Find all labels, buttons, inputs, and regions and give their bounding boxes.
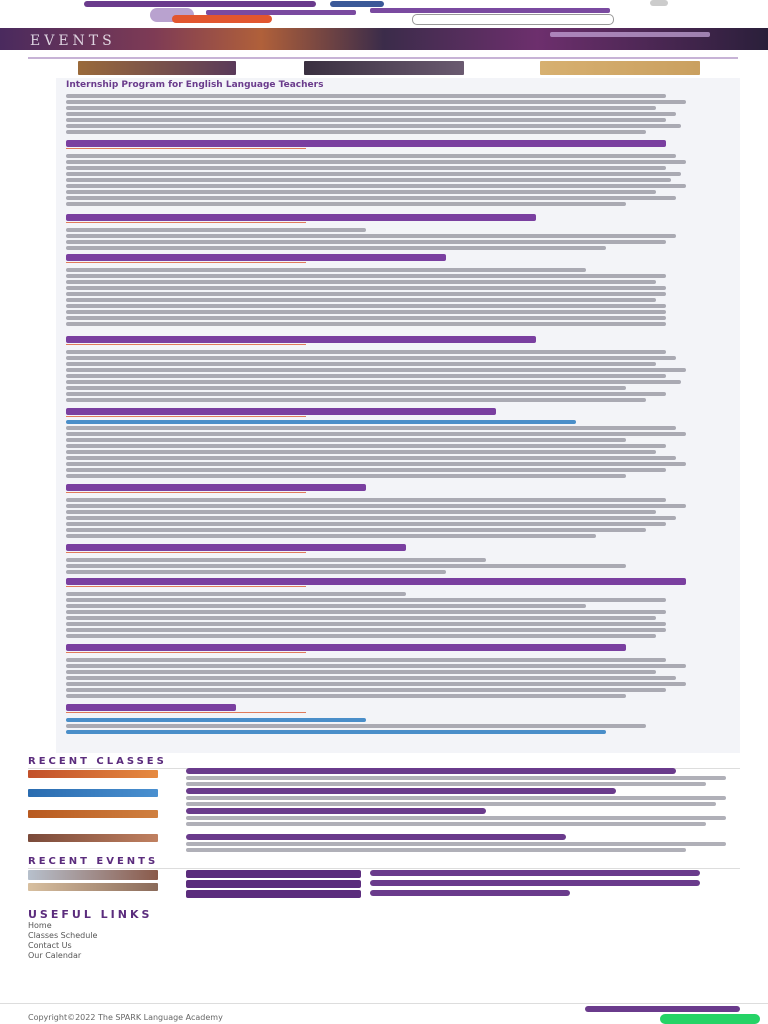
back-to-top-button[interactable] bbox=[585, 1006, 740, 1012]
paragraph-line bbox=[66, 356, 676, 360]
divider bbox=[28, 868, 740, 869]
heading-rule bbox=[66, 416, 306, 417]
heading-rule bbox=[66, 712, 306, 713]
paragraph-line bbox=[66, 670, 656, 674]
class-thumbnail[interactable] bbox=[28, 810, 158, 818]
schedule-line bbox=[66, 298, 656, 302]
event-title[interactable] bbox=[370, 890, 570, 896]
schedule-line bbox=[66, 634, 656, 638]
heading-rule bbox=[66, 262, 306, 263]
schedule-line bbox=[66, 622, 666, 626]
schedule-line bbox=[66, 604, 586, 608]
heading-rule bbox=[66, 344, 306, 345]
event-thumbnail-strip bbox=[28, 52, 738, 78]
facebook-icon[interactable] bbox=[330, 1, 384, 7]
event-thumbnail[interactable] bbox=[540, 61, 700, 75]
paragraph-line bbox=[66, 234, 676, 238]
section-heading bbox=[66, 578, 686, 585]
schedule-line bbox=[66, 268, 586, 272]
paragraph-line bbox=[66, 498, 666, 502]
link-contact-us[interactable]: Contact Us bbox=[28, 941, 72, 950]
paragraph-line bbox=[66, 196, 676, 200]
class-excerpt bbox=[186, 848, 686, 852]
paragraph-line bbox=[66, 166, 666, 170]
paragraph-line bbox=[66, 462, 686, 466]
schedule-line bbox=[66, 322, 666, 326]
top-header bbox=[0, 0, 768, 28]
register-button[interactable] bbox=[172, 15, 272, 23]
section-heading bbox=[66, 544, 406, 551]
paragraph-line bbox=[66, 190, 656, 194]
paragraph-line bbox=[66, 724, 646, 728]
section-heading bbox=[66, 408, 496, 415]
event-thumbnail[interactable] bbox=[304, 61, 464, 75]
apply-now-link[interactable] bbox=[66, 718, 366, 722]
paragraph-line bbox=[66, 564, 626, 568]
class-title[interactable] bbox=[186, 834, 566, 840]
heading-rule bbox=[66, 652, 306, 653]
paragraph-line bbox=[66, 106, 656, 110]
event-title[interactable] bbox=[370, 870, 700, 876]
schedule-line bbox=[66, 592, 406, 596]
paragraph-line bbox=[66, 688, 666, 692]
section-heading bbox=[66, 336, 536, 343]
event-thumbnail[interactable] bbox=[78, 61, 236, 75]
recent-events-title: RECENT EVENTS bbox=[28, 856, 159, 867]
section-heading bbox=[66, 644, 626, 651]
paragraph-line bbox=[66, 246, 606, 250]
paragraph-line bbox=[66, 570, 446, 574]
paragraph-line bbox=[66, 456, 676, 460]
hero-breadcrumb bbox=[550, 32, 710, 37]
paragraph-line bbox=[66, 432, 686, 436]
paragraph-line bbox=[66, 438, 626, 442]
event-title[interactable] bbox=[370, 880, 700, 886]
paragraph-line bbox=[66, 368, 686, 372]
paragraph-line bbox=[66, 392, 666, 396]
paragraph-line bbox=[66, 426, 676, 430]
nav-links-right[interactable] bbox=[370, 8, 610, 13]
schedule-line bbox=[66, 304, 666, 308]
schedule-line bbox=[66, 610, 666, 614]
paragraph-line bbox=[66, 100, 686, 104]
paragraph-line bbox=[66, 154, 676, 158]
event-date-badge bbox=[186, 870, 361, 878]
paragraph-line bbox=[66, 386, 626, 390]
useful-links bbox=[28, 908, 368, 961]
divider bbox=[0, 1003, 768, 1004]
paragraph-line bbox=[66, 228, 366, 232]
class-title[interactable] bbox=[186, 768, 676, 774]
class-excerpt bbox=[186, 796, 726, 800]
schedule-line bbox=[66, 286, 666, 290]
paragraph-line bbox=[66, 510, 656, 514]
section-heading bbox=[66, 484, 366, 491]
schedule-line bbox=[66, 598, 666, 602]
paragraph-line bbox=[66, 124, 681, 128]
paragraph-line bbox=[66, 504, 686, 508]
recent-classes-title: RECENT CLASSES bbox=[28, 756, 167, 767]
paragraph-line bbox=[66, 160, 686, 164]
event-thumbnail[interactable] bbox=[28, 870, 158, 880]
link-home[interactable]: Home bbox=[28, 921, 52, 930]
paragraph-line bbox=[66, 118, 666, 122]
paragraph-line bbox=[66, 184, 686, 188]
link-classes-schedule[interactable]: Classes Schedule bbox=[28, 931, 98, 940]
section-heading bbox=[66, 254, 446, 261]
paragraph-line bbox=[66, 534, 596, 538]
paragraph-line bbox=[66, 94, 666, 98]
copyright-text: Copyright©2022 The SPARK Language Academy bbox=[28, 1013, 223, 1022]
class-thumbnail[interactable] bbox=[28, 834, 158, 842]
paragraph-line bbox=[66, 240, 666, 244]
page-title: EVENTS bbox=[30, 33, 116, 49]
useful-links-title: USEFUL LINKS bbox=[28, 908, 153, 921]
whatsapp-chat-icon[interactable] bbox=[660, 1014, 760, 1024]
class-thumbnail[interactable] bbox=[28, 789, 158, 797]
class-title[interactable] bbox=[186, 808, 486, 814]
section-heading bbox=[66, 214, 536, 221]
link-our-calendar[interactable]: Our Calendar bbox=[28, 951, 82, 960]
paragraph-line bbox=[66, 202, 626, 206]
paragraph-line bbox=[66, 362, 656, 366]
class-excerpt bbox=[186, 822, 706, 826]
paragraph-line bbox=[66, 558, 486, 562]
paragraph-line bbox=[66, 676, 676, 680]
paragraph-line bbox=[66, 474, 626, 478]
divider bbox=[28, 57, 738, 59]
event-date-badge bbox=[186, 880, 361, 888]
schedule-line bbox=[66, 280, 656, 284]
class-title[interactable] bbox=[186, 788, 616, 794]
article-content bbox=[56, 78, 740, 753]
section-heading bbox=[66, 704, 236, 711]
registration-link[interactable] bbox=[66, 730, 606, 734]
schedule-line bbox=[66, 274, 666, 278]
class-excerpt bbox=[186, 782, 706, 786]
class-excerpt bbox=[186, 816, 726, 820]
event-thumbnail[interactable] bbox=[28, 883, 158, 891]
schedule-line bbox=[66, 628, 666, 632]
paragraph-line bbox=[66, 444, 666, 448]
paragraph-line bbox=[66, 522, 666, 526]
heading-rule bbox=[66, 552, 306, 553]
placement-test-button[interactable] bbox=[412, 14, 614, 25]
heading-rule bbox=[66, 222, 306, 223]
heading-rule bbox=[66, 586, 306, 587]
class-excerpt bbox=[186, 842, 726, 846]
paragraph-line bbox=[66, 178, 671, 182]
article-title: Internship Program for English Language Teachers bbox=[66, 80, 324, 90]
paragraph-line bbox=[66, 658, 666, 662]
paragraph-line bbox=[66, 130, 646, 134]
paragraph-line bbox=[66, 516, 676, 520]
class-excerpt bbox=[186, 776, 726, 780]
paragraph-line bbox=[66, 450, 656, 454]
paragraph-line bbox=[66, 682, 686, 686]
event-date-badge bbox=[186, 890, 361, 898]
paragraph-line bbox=[66, 380, 681, 384]
schedule-line bbox=[66, 316, 666, 320]
apply-link[interactable] bbox=[66, 420, 576, 424]
schedule-line bbox=[66, 310, 666, 314]
paragraph-line bbox=[66, 694, 626, 698]
paragraph-line bbox=[66, 528, 646, 532]
paragraph-line bbox=[66, 398, 646, 402]
paragraph-line bbox=[66, 468, 666, 472]
search-icon[interactable] bbox=[650, 0, 668, 6]
class-excerpt bbox=[186, 802, 716, 806]
paragraph-line bbox=[66, 172, 681, 176]
section-heading bbox=[66, 140, 666, 147]
schedule-line bbox=[66, 292, 666, 296]
heading-rule bbox=[66, 148, 306, 149]
paragraph-line bbox=[66, 374, 666, 378]
contact-info-bar[interactable] bbox=[84, 1, 316, 7]
class-thumbnail[interactable] bbox=[28, 770, 158, 778]
paragraph-line bbox=[66, 350, 666, 354]
schedule-line bbox=[66, 616, 656, 620]
heading-rule bbox=[66, 492, 306, 493]
paragraph-line bbox=[66, 664, 686, 668]
paragraph-line bbox=[66, 112, 676, 116]
